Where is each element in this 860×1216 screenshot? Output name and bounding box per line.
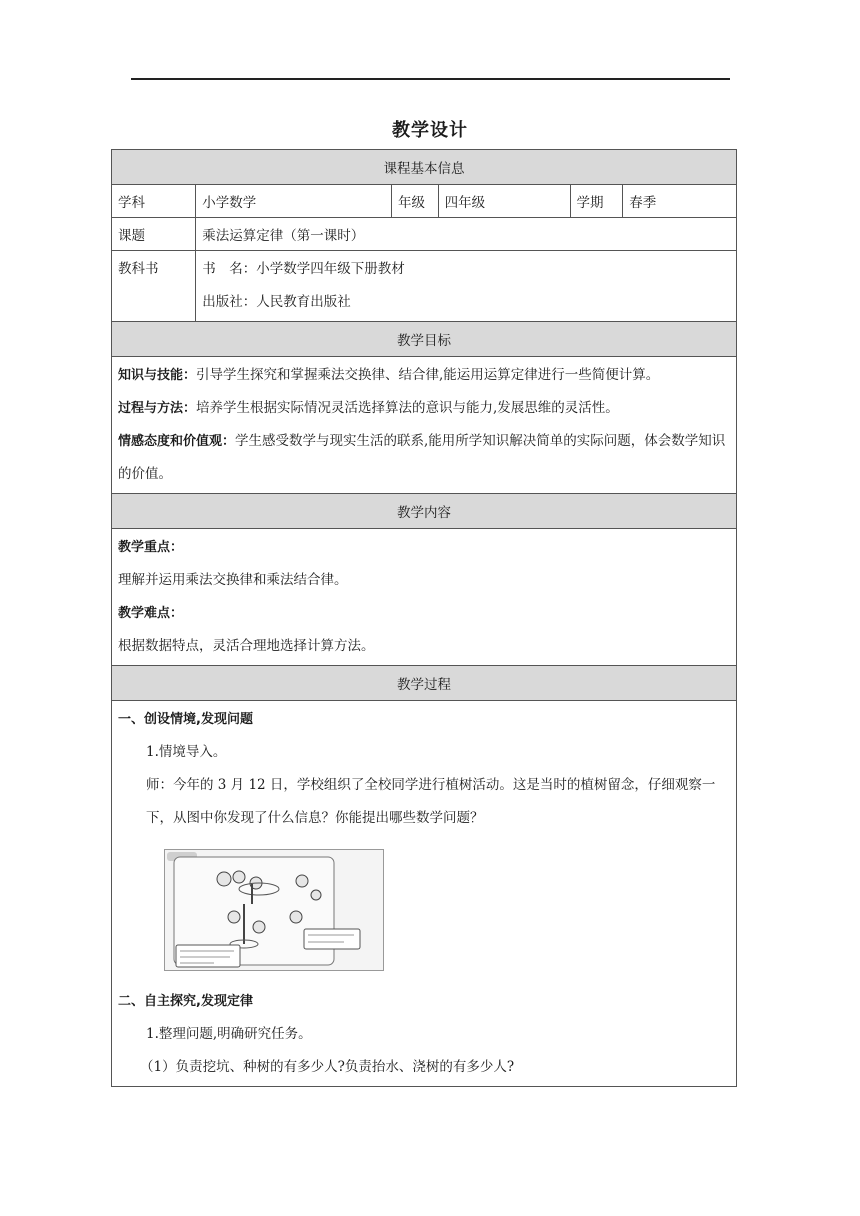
publisher: 出版社：人民教育出版社: [202, 294, 351, 310]
goal-attitude: 情感态度和价值观：学生感受数学与现实生活的联系,能用所学知识解决简单的实际问题，体会数学知识的价值。: [118, 433, 726, 482]
section-process: [112, 666, 737, 701]
step2-question-1: （1）负责挖坑、种树的有多少人?负责抬水、浇树的有多少人?: [140, 1059, 515, 1075]
step1-sub: 1.情境导入。: [146, 744, 227, 760]
document-title: 教学设计: [392, 120, 468, 141]
term-value: 春季: [623, 185, 737, 218]
step1-text: 师：今年的 3 月 12 日，学校组织了全校同学进行植树活动。这是当时的植树留念，仔细观察一下，从图中你发现了什么信息？你能提出哪些数学问题？: [146, 777, 716, 826]
difficult-point-label: 教学难点：: [118, 606, 184, 621]
section-header: 教学目标: [112, 322, 737, 357]
section-basic-info: [112, 150, 737, 185]
step1-title: 一、创设情境,发现问题: [118, 712, 253, 727]
process-row: [112, 701, 737, 1087]
goal-knowledge: 知识与技能：引导学生探究和掌握乘法交换律、结合律,能运用运算定律进行一些简便计算。: [118, 367, 660, 383]
grade-value: 四年级: [438, 185, 570, 218]
term-label: 学期: [570, 185, 623, 218]
tree-planting-illustration-icon: [164, 849, 384, 971]
section-header: 教学内容: [112, 494, 737, 529]
topic-label: 课题: [112, 218, 196, 251]
section-header: 教学过程: [112, 666, 737, 701]
basic-info-row: [112, 185, 737, 218]
subject-label: 学科: [112, 185, 196, 218]
goal-process: 过程与方法：培养学生根据实际情况灵活选择算法的意识与能力,发展思维的灵活性。: [118, 400, 619, 416]
topic-value: 乘法运算定律（第一课时）: [196, 218, 737, 251]
lesson-plan-table: [111, 149, 737, 1087]
key-point-text: 理解并运用乘法交换律和乘法结合律。: [118, 572, 348, 588]
step2-title: 二、自主探究,发现定律: [118, 994, 253, 1009]
difficult-point-text: 根据数据特点，灵活合理地选择计算方法。: [118, 638, 375, 654]
content-row: [112, 529, 737, 666]
textbook-row: [112, 251, 737, 322]
grade-label: 年级: [392, 185, 439, 218]
key-point-label: 教学重点：: [118, 540, 184, 555]
section-header: 课程基本信息: [112, 150, 737, 185]
topic-row: [112, 218, 737, 251]
header-rule: [131, 78, 730, 80]
step2-sub: 1.整理问题,明确研究任务。: [146, 1026, 312, 1042]
subject-value: 小学数学: [196, 185, 392, 218]
goals-row: [112, 357, 737, 494]
section-content: [112, 494, 737, 529]
textbook-label: 教科书: [118, 261, 159, 277]
section-goals: [112, 322, 737, 357]
book-name: 书 名：小学数学四年级下册教材: [202, 261, 405, 277]
